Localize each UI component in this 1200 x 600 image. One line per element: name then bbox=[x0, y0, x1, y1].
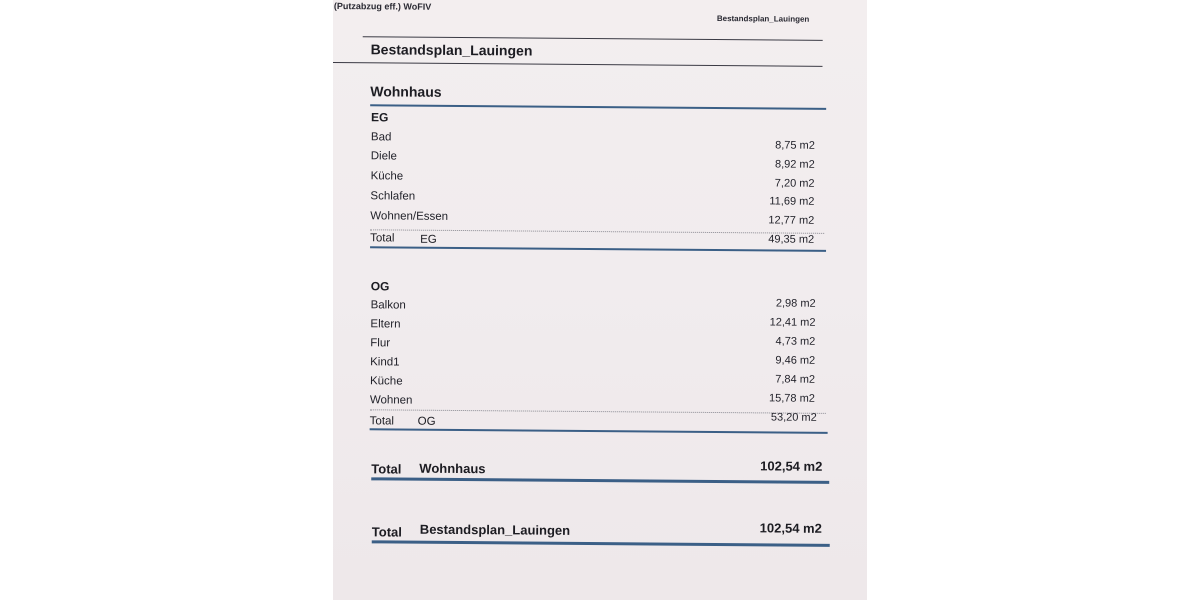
room-name: Wohnen bbox=[369, 394, 413, 407]
grand-total-label: Total bbox=[371, 524, 402, 540]
building-total-label: Total bbox=[371, 461, 402, 477]
building-heading: Wohnhaus bbox=[370, 83, 442, 100]
room-area: 8,92 m2 bbox=[774, 158, 815, 171]
room-name: Küche bbox=[370, 170, 404, 183]
room-name: Flur bbox=[370, 337, 391, 350]
room-name: Balkon bbox=[370, 299, 406, 312]
title-rule bbox=[333, 62, 822, 67]
room-name: Schlafen bbox=[370, 190, 416, 203]
subtotal-rule bbox=[370, 246, 826, 252]
floor-heading-eg: EG bbox=[371, 110, 389, 125]
header-right-text: Bestandsplan_Lauingen bbox=[716, 14, 810, 24]
subtotal-label: Total bbox=[370, 232, 395, 245]
building-total-name: Wohnhaus bbox=[419, 460, 486, 477]
grand-total-rule bbox=[372, 540, 830, 547]
document-sheet bbox=[333, 0, 867, 600]
room-name: Diele bbox=[370, 150, 398, 163]
grand-total-value: 102,54 m2 bbox=[759, 520, 822, 536]
document-title: Bestandsplan_Lauingen bbox=[370, 41, 533, 59]
header-left-text: (Putzabzug eff.) WoFIV bbox=[333, 1, 432, 12]
subtotal-rule bbox=[370, 428, 828, 434]
building-total-value: 102,54 m2 bbox=[760, 458, 823, 474]
building-rule bbox=[370, 104, 826, 110]
room-area: 12,41 m2 bbox=[769, 316, 816, 329]
room-area: 7,20 m2 bbox=[774, 177, 815, 190]
header-rule bbox=[363, 36, 823, 41]
room-area: 2,98 m2 bbox=[775, 297, 816, 310]
grand-total-name: Bestandsplan_Lauingen bbox=[419, 521, 571, 538]
room-name: Eltern bbox=[370, 318, 401, 331]
room-area: 11,69 m2 bbox=[769, 195, 815, 208]
room-name: Bad bbox=[370, 131, 392, 144]
room-name: Wohnen/Essen bbox=[370, 210, 449, 223]
subtotal-name: OG bbox=[417, 415, 436, 428]
room-area: 8,75 m2 bbox=[775, 139, 815, 152]
room-area: 12,77 m2 bbox=[768, 214, 815, 227]
floor-heading-og: OG bbox=[370, 279, 390, 294]
building-total-rule bbox=[371, 477, 829, 484]
room-name: Küche bbox=[369, 375, 403, 388]
subtotal-name: EG bbox=[420, 233, 437, 246]
room-area: 9,46 m2 bbox=[775, 354, 816, 367]
room-name: Kind1 bbox=[370, 356, 400, 369]
document-photo bbox=[333, 0, 867, 600]
room-area: 4,73 m2 bbox=[775, 335, 816, 348]
subtotal-label: Total bbox=[369, 415, 395, 428]
room-area: 7,84 m2 bbox=[775, 373, 816, 386]
subtotal-value: 49,35 m2 bbox=[768, 233, 815, 246]
subtotal-value: 53,20 m2 bbox=[770, 411, 817, 424]
room-area: 15,78 m2 bbox=[768, 392, 815, 405]
